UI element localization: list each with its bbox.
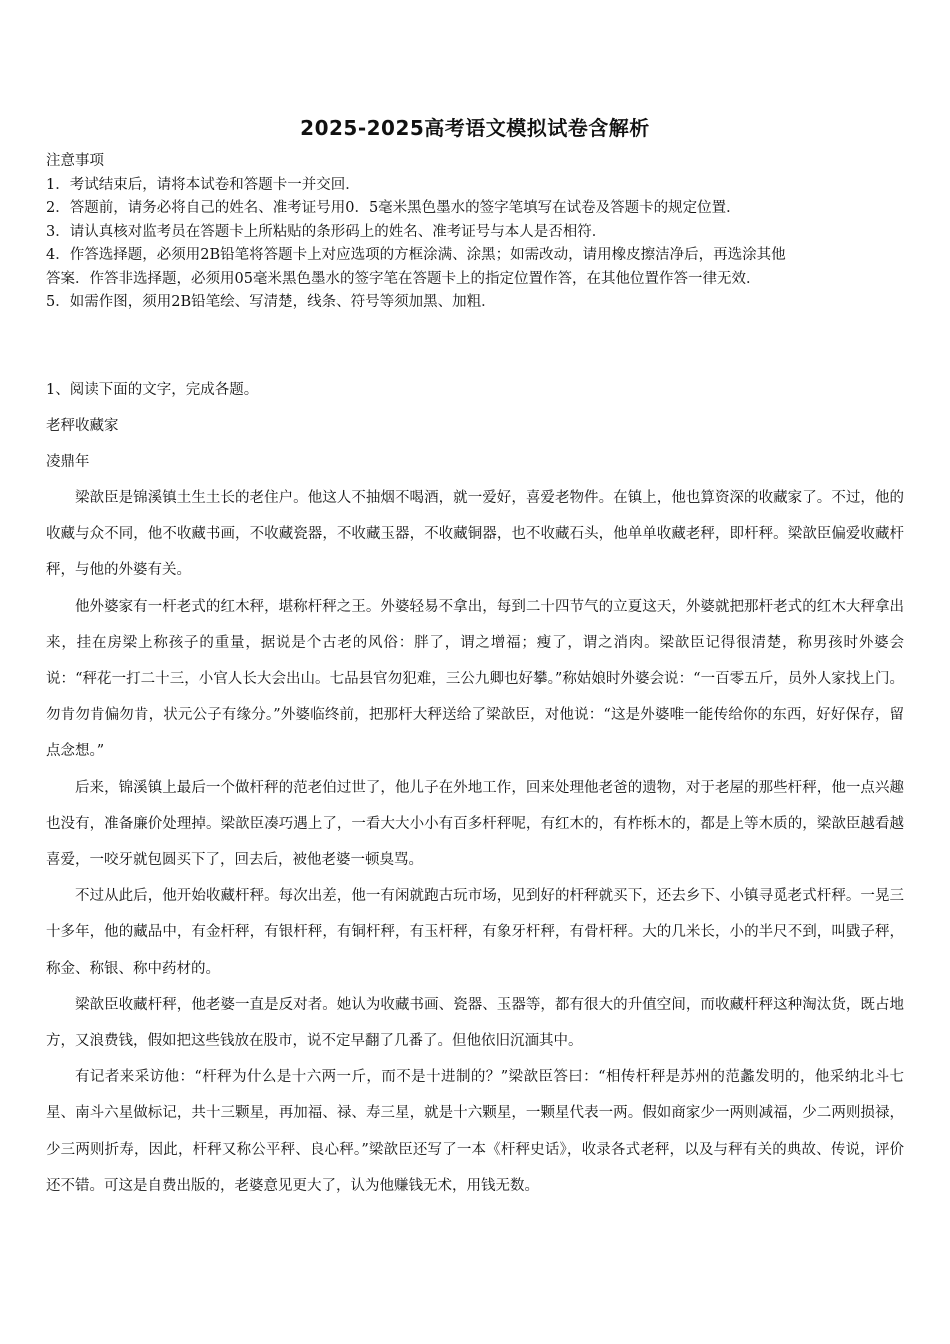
story-paragraph: 后来，锦溪镇上最后一个做杆秤的范老伯过世了，他儿子在外地工作，回来处理他老爸的遗物，对于老屋的那些杆秤，他一点兴趣也没有，准备廉价处理掉。梁歆臣凑巧遇上了，一看大大小小有百多杆秤呢，有红木的，有柞栎木的，都是上等木质的，梁歆臣越看越喜爱，一咬牙就包圆买下了，回去后，被他老婆一顿臭骂。 — [46, 779, 904, 869]
story-paragraph: 梁歆臣是锦溪镇土生土长的老住户。他这人不抽烟不喝酒，就一爱好，喜爱老物件。在镇上，他也算资深的收藏家了。不过，他的收藏与众不同，他不收藏书画，不收藏瓷器，不收藏玉器，不收藏铜器，也不收藏石头，他单单收藏老秤，即杆秤。梁歆臣偏爱收藏杆秤，与他的外婆有关。 — [46, 490, 904, 579]
notice-line: 4．作答选择题，必须用2B铅笔将答题卡上对应选项的方框涂满、涂黑；如需改动，请用橡皮擦洁净后，再选涂其他 — [46, 247, 786, 263]
reading-section — [46, 372, 904, 1204]
notice-line: 2．答题前，请务必将自己的姓名、准考证号用0．5毫米黑色墨水的签字笔填写在试卷及答题卡的规定位置． — [46, 200, 741, 216]
notice-line: 1．考试结束后，请将本试卷和答题卡一并交回． — [46, 176, 360, 193]
question-prompt: 1、阅读下面的文字，完成各题。 — [46, 382, 259, 398]
notice-line: 3．请认真核对监考员在答题卡上所粘贴的条形码上的姓名、准考证号与本人是否相符． — [46, 223, 607, 240]
notice-heading: 注意事项 — [46, 153, 104, 169]
notice-line: 答案．作答非选择题，必须用05毫米黑色墨水的签字笔在答题卡上的指定位置作答，在其他位置作答一律无效． — [46, 270, 761, 287]
story-title: 老秤收藏家 — [46, 418, 119, 434]
notice-section — [46, 150, 906, 315]
story-paragraph: 梁歆臣收藏杆秤，他老婆一直是反对者。她认为收藏书画、瓷器、玉器等，都有很大的升值空间，而收藏杆秤这种淘汰货，既占地方，又浪费钱，假如把这些钱放在股市，说不定早翻了几番了。但他依旧沉湎其中。 — [46, 996, 904, 1050]
story-paragraph: 不过从此后，他开始收藏杆秤。每次出差，他一有闲就跑古玩市场，见到好的杆秤就买下，还去乡下、小镇寻觅老式杆秤。一晃三十多年，他的藏品中，有金杆秤，有银杆秤，有铜杆秤，有玉杆秤，有象牙杆秤，有骨杆秤。大的几米长，小的半尺不到，叫戥子秤，称金、称银、称中药材的。 — [46, 888, 904, 977]
notice-line: 5．如需作图，须用2B铅笔绘、写清楚，线条、符号等须加黑、加粗． — [46, 294, 496, 310]
page-title: 2025-2025高考语文模拟试卷含解析 — [300, 116, 650, 140]
story-paragraph: 有记者来采访他：“杆秤为什么是十六两一斤，而不是十进制的？”梁歆臣答曰：“相传杆秤是苏州的范蠡发明的，他采纳北斗七星、南斗六星做标记，共十三颗星，再加福、禄、寿三星，就是十六颗星，一颗星代表一两。假如商家少一两则减福，少二两则损禄，少三两则折寿，因此，杆秤又称公平秤、良心秤。”梁歆臣还写了一本《杆秤史话》，收录各式老秤，以及与秤有关的典故、传说，评价还不错。可这是自费出版的，老婆意见更大了，认为他赚钱无术，用钱无数。 — [46, 1069, 904, 1194]
story-paragraph: 他外婆家有一杆老式的红木秤，堪称杆秤之王。外婆轻易不拿出，每到二十四节气的立夏这天，外婆就把那杆老式的红木大秤拿出来，挂在房梁上称孩子的重量，据说是个古老的风俗：胖了，谓之增福；瘦了，谓之消肉。梁歆臣记得很清楚，称男孩时外婆会说：“秤花一打二十三，小官人长大会出山。七品县官勿犯难，三公九卿也好攀。”称姑娘时外婆会说：“一百零五斤，员外人家找上门。勿肯勿肯偏勿肯，状元公子有缘分。”外婆临终前，把那杆大秤送给了梁歆臣，对他说：“这是外婆唯一能传给你的东西，好好保存，留点念想。” — [46, 598, 904, 760]
story-author: 凌鼎年 — [46, 454, 90, 470]
